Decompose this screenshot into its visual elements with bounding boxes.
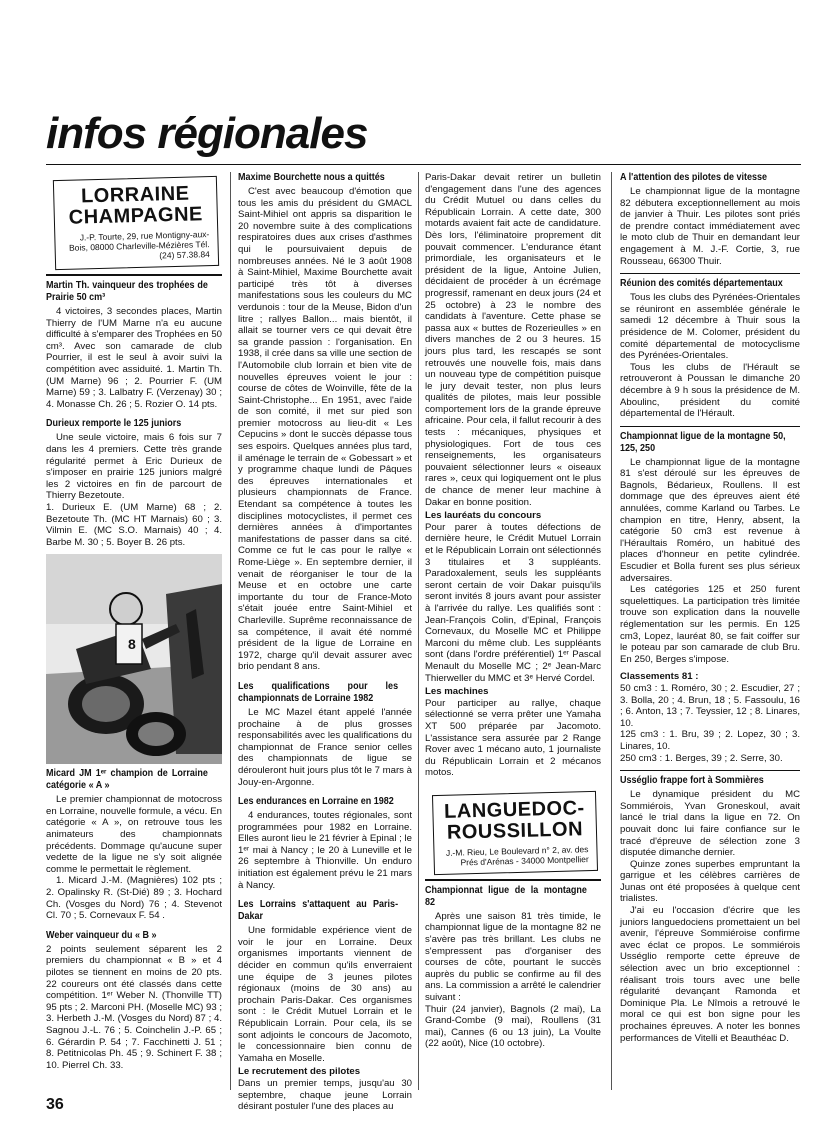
column-4: [620, 172, 800, 1044]
title-rule: [46, 164, 801, 165]
article-paragraph: Le dynamique président du MC Sommiérois, Yvan Groneskoul, avait lancé le trial dans la ligue en 72. On pouvait donc lui faire confiance sur le tracé d'épreuve de sélection zone 3 disputée dimanche dernier.: [620, 789, 800, 859]
article-paragraph: Le premier championnat de motocross en Lorraine, nouvelle formule, a vécu. En catégorie « A », on retrouve tous les animateurs des championnats précédents. Dommage qu'aucune super vedette de la ligue ne s'y soit alignée comme le permettait le règlement.: [46, 794, 222, 875]
article-paragraph: Paris-Dakar devait retirer un bulletin d'engagement dans l'une des agences du Crédit Mutuel ou dans celles du Républicain Lorrain. A cette date, 300 motards avaient fait acte de candidature. Dès lors, l'éliminatoire proprement dit pouvait commencer. L'endurance étant primordiale, les organisateurs et le président de la ligue, Antoine Julien, décidaient de procéder à un écrémage progressif, ramenant en deux jours (24 et 25 octobre) à 23 le nombre des candidats à l'aventure. Cette phase se passa aux « buttes de Rozerieulles » en divers manches de 2 ou 3 heures. 15 jours plus tard, les rescapés se sont retrouvés une nouvelle fois, mais dans un nouveau type de compétition puisque le jury devait tester, non plus leurs qualités de pilotes, mais leur possible comportement lors de la grande épreuve africaine. Pour cela, il fallut recourir à des tests : mécaniques, physiques et physiologiques. Fort de tous ces renseignements, les organisateurs pouvaient sélectionner leurs « oiseaux rares », ceux qui logiquement ont le plus de chance de mener leur machine à Dakar en bonne position.: [425, 172, 601, 508]
section-rule: [620, 273, 800, 274]
article-subheading: Les machines: [425, 686, 489, 698]
article-heading: Weber vainqueur du « B »: [46, 929, 157, 941]
article-paragraph: Quinze zones superbes empruntant la garrigue et les célèbres carrières de Junas ont été proposées à quelque cent trialistes.: [620, 858, 800, 905]
article-heading: Réunion des comités départementaux: [620, 278, 783, 290]
article-paragraph: Pour parer à toutes défections de dernière heure, le Crédit Mutuel Lorrain et le Républicain Lorrain ont sélectionnés 3 titulaires et 3 suppléants. Paradoxalement, seuls les suppléants seront certain de voir Dakar puisqu'ils seront invités 8 jours avant pour assister à l'arrivée du rallye. Les qualifiés sont : Jean-François Colin, d'Epinal, François Cornevaux, du Moselle MC et Philippe Marconi du même club. Les suppléants sont (dans l'ordre préférentiel) 1ᵉʳ Pascal Menault du Moselle MC ; 2ᵉ Jean-Marc Thierweller du MMC et 3ᵉ Hervé Cordel.: [425, 521, 601, 684]
article-paragraph: Pour participer au rallye, chaque sélectionné se verra prêter une Yamaha XT 500 préparée par Jacomoto. L'assistance sera assurée par 2 Range Rover avec 1 mécano auto, 1 journaliste du Républicain Lorrain et 2 mécanos motos.: [425, 697, 601, 779]
article-subheading: Le recrutement des pilotes: [238, 1066, 361, 1078]
article-paragraph: Après une saison 81 très timide, le championnat ligue de la montagne 82 ne s'avère pas très brillant. Les clubs ne s'empressent pas d'organiser des courses de côte, pourtant le succès auprès du public se confirme au fil des ans. La commission a arrêté le calendrier suivant :: [425, 910, 601, 1004]
region-box-lorraine: [53, 176, 219, 270]
region-address: J.-M. Rieu, Le Boulevard n° 2, av. des Prés d'Arénas - 34000 Montpellier: [445, 843, 589, 868]
section-rule: [46, 274, 222, 276]
region-title-line-2: CHAMPAGNE: [68, 203, 204, 229]
column-3: [425, 172, 601, 1050]
article-paragraph: Thuir (24 janvier), Bagnols (2 mai), La Grand-Combe (9 mai), Roullens (31 mai), Cannes (6 ou 13 juin), La Voulte (22 août), Nice (10 octobre).: [425, 1003, 601, 1050]
article-heading: Les qualifications pour les championnats de Lorraine 1982: [238, 680, 399, 704]
section-rule: [620, 426, 800, 427]
article-heading: Martin Th. vainqueur des trophées de Prairie 50 cm³: [46, 280, 208, 303]
article-paragraph: Tous les clubs de l'Hérault se retrouveront à Poussan le dimanche 20 décembre à 9 h sous la présidence de M. Aboulinc, président du comité départemental de l'Hérault.: [620, 361, 800, 420]
article-paragraph: 4 victoires, 3 secondes places, Martin Thierry de l'UM Marne n'a eu aucune difficulté à s'emparer des Trophées en 50 cm³. Avec son camarade de club Pourrier, il est le seul à avoir suivi la compétition avec assiduité. 1. Martin Th. (UM Marne) 96 ; 2. Pourrier F. (UM Marne) 59 ; 3. Lalbatry F. (Verzenay) 30 ; 4. Monasse Ch. 26 ; 5. Rozier O. 14 pts.: [46, 306, 222, 410]
article-heading: A l'attention des pilotes de vitesse: [620, 172, 768, 183]
column-divider: [418, 172, 419, 1090]
article-paragraph: Le championnat ligue de la montagne 81 s'est déroulé sur les épreuves de Bagnols, Bédarieux, Roullens. Il est dommage que des épreuves aient été annulées, comme Karland ou Tarbes. Le champion en titre, Henry, absent, la catégorie 50 cm3 est revenue à l'Héraultais Roméro, un habitué des places d'honneur en petite cylindrée. Escudier et Bolla furent ses plus sérieux adversaires.: [620, 456, 800, 584]
region-title-line-2: ROUSSILLON: [446, 818, 584, 844]
article-heading: Les endurances en Lorraine en 1982: [238, 796, 394, 808]
region-box-languedoc: [432, 791, 598, 875]
column-1: [46, 172, 222, 1071]
section-rule: [620, 770, 800, 771]
motocross-photo: [46, 554, 222, 764]
article-paragraph: Une seule victoire, mais 6 fois sur 7 dans les 4 premiers. Cette très grande régularité permet à Eric Durieux de s'imposer en prairie 125 juniors malgré les 2 victoires en fin de parcourt de Thierry Bezetoute.: [46, 432, 222, 502]
article-heading: Usséglio frappe fort à Sommières: [620, 775, 764, 787]
article-paragraph: Le championnat ligue de la montagne 82 débutera exceptionnellement au mois de janvier à Thuir. Les pilotes sont priés de prendre contact immédiatement avec le moto club de Thuir en demandant leur engagement à M. J.-F. Cortie, 3, rue Rousseau, 66300 Thuir.: [620, 186, 800, 267]
article-heading: Durieux remporte le 125 juniors: [46, 418, 182, 430]
section-rule: [425, 879, 601, 881]
results-heading: Classements 81 :: [620, 671, 699, 683]
column-2: [238, 172, 412, 1113]
article-paragraph: Tous les clubs des Pyrénées-Orientales se réuniront en assemblée générale le samedi 12 décembre à Thuir sous la présidence de M. Colomer, président du comité départemental de motocyclisme des Pyrénées-Orientales.: [620, 292, 800, 362]
article-heading: Les Lorrains s'attaquent au Paris-Dakar: [238, 899, 399, 923]
article-paragraph: J'ai eu l'occasion d'écrire que les juniors languedociens promettaient un bel avenir, l'épreuve Sommiéroise confirme avec éclat ce propos. Le sommiérois Usséglio remporte cette épreuve de sélection avec un brio exceptionnel : réalisant trois tours avec une belle régularité devançant Ramonda et Dominique Pla. Le Nîmois a retrouvé le moral ce qui est bon signe pour les prochaines épreuves. A noter les bonnes performances de Vitelli et Beauthéac D.: [620, 905, 800, 1044]
results-250cc: 250 cm3 : 1. Berges, 39 ; 2. Serre, 30.: [620, 752, 783, 764]
article-paragraph: 4 endurances, toutes régionales, sont programmées pour 1982 en Lorraine. Elles auront lieu le 21 février à Epinal ; le 1ᵉʳ mai à Nancy ; le 20 à Luneville et le 26 septembre à Thionville. Un enduro initiation est également prévu le 21 mars à Nancy.: [238, 810, 412, 891]
article-heading: Maxime Bourchette nous a quittés: [238, 172, 385, 183]
svg-text:8: 8: [128, 636, 136, 653]
column-divider: [230, 172, 231, 1090]
article-paragraph: Une formidable expérience vient de voir le jour en Lorraine. Deux organismes importants viennent de décider en commun qu'ils enverraient une équipe de 3 jeunes pilotes régionaux (moins de 30 ans) au prochain Paris-Dakar. Ces organismes sont : le Crédit Mutuel Lorrain et le Républicain Lorrain. Pour cela, ils se sont adjoints le concours de Jacomoto, le concessionnaire bien connu de Yamaha en Moselle.: [238, 925, 412, 1064]
region-address: J.-P. Tourte, 29, rue Montigny-aux-Bois, 08000 Charleville-Mézières Tél. (24) 57.38.84: [68, 229, 210, 261]
article-heading: Championnat ligue de la montagne 82: [425, 884, 587, 908]
article-results: 1. Durieux E. (UM Marne) 68 ; 2. Bezetoute Th. (MC HT Marnais) 60 ; 3. Vilmin E. (MC S.O. Marnais) 40 ; 4. Barbe M. 30 ; 5. Boyer B. 26 pts.: [46, 501, 222, 548]
article-heading: Micard JM 1ᵉʳ champion de Lorraine catégorie « A »: [46, 768, 208, 792]
article-paragraph: Dans un premier temps, jusqu'au 30 septembre, chaque jeune Lorrain désirant postuler l'une des places au: [238, 1077, 412, 1113]
article-paragraph: Le MC Mazel étant appelé l'année prochaine à de plus grosses responsabilités avec les qualifications du championnat de France senior celles des championnats de ligue se dérouleront huit jours plus tôt le 7 mars à Jouy-en-Argonne.: [238, 706, 412, 788]
region-title-line-1: LANGUEDOC-: [443, 797, 585, 823]
article-subheading: Les lauréats du concours: [425, 510, 542, 522]
article-paragraph: C'est avec beaucoup d'émotion que tous les amis du président du GMACL Saint-Mihiel ont appris sa disparition le 20 novembre suite à des complications respiratoires dues aux crises d'asthmes qui le poursuivaient depuis de nombreuses années. Né le 3 août 1908 à Saint-Mihiel, Maxime Bourchette avait participé très tôt à diverses manifestations sous les couleurs du MC verdunois : tour de la Meuse, Bidon d'un litre ; rallyes Ballon... mais bientôt, il allait se tourner vers ce qui devait être sa grande passion : l'organisation. En 1938, il crée dans sa ville une section de l'Automobile club lorrain et bien vite de nouvelles épreuves voient le jour : course de côtes de Woinville, fête de la Saint-Christophe... En 1951, avec l'aide de son comité, il met sur pied son premier motocross au lieu-dit « Les Cepucins » dont le succès dépasse tous ses espoirs. Quelques années plus tard, il aménage le terrain de « Gobessart » et y programme chaque lundi de Pâques des épreuves internationales et plusieurs championnats de France. Etendant sa compétence à toutes les disciplines motocyclistes, il permet ces dernières années à d'importantes manifestations de passer dans sa cité. Comme ce fut le cas pour le rallye « Rome-Liège ». En septembre dernier, il venait de réorganiser le tour de la Meuse et en octobre une carte importante du tour de France-Moto s'était jouée entre Saint-Mihiel et Charleville. Suprême reconnaissance de sa compétence, il avait été nommé président de la ligue de Lorraine en 1972, charge qu'il devait assurer avec brio pendant 8 ans.: [238, 186, 412, 673]
article-results: 1. Micard J.-M. (Magnières) 102 pts ; 2. Opalinsky R. (St-Dié) 89 ; 3. Hochard Ch. (Vosges du Nord) 76 ; 4. Stevenot Cl. 70 ; 5. Cornevaux F. 54 .: [46, 875, 222, 922]
article-heading: Championnat ligue de la montagne 50, 125, 250: [620, 430, 786, 454]
page-title: infos régionales: [46, 109, 368, 158]
column-divider: [611, 172, 612, 1090]
region-title-line-1: LORRAINE: [80, 182, 190, 208]
article-paragraph: 2 points seulement séparent les 2 premiers du championnat « B » et 4 pilotes se tiennent en moins de 20 pts. 22 coureurs ont été classés dans cette compétition. 1ᵉʳ Weber N. (Thonville TT) 95 pts ; 2. Marconi PH. (Moselle MC) 93 ; 3. Herbeth J.-M. (Vosges du Nord) 87 ; 4. Sagnou J.-L. 76 ; 5. Coinchelin J.-P. 65 ; 6. Gérardin P. 54 ; 7. Facchinetti J. 51 ; 8. Petitnicolas Ph. 45 ; 9. Schinert F. 38 ; 10. Pierrel Ch. 33.: [46, 943, 222, 1071]
article-paragraph: Les catégories 125 et 250 furent squelettiques. La participation très limitée trouve son explication dans la nouvelle réglementation sur les permis. En 125 cm3, Lopez, lauréat 80, se fait coiffer sur le poteau par son camarade de club Bru. En 250, Berges s'impose.: [620, 584, 800, 665]
results-125cc: 125 cm3 : 1. Bru, 39 ; 2. Lopez, 30 ; 3. Linares, 10.: [620, 729, 800, 752]
results-50cc: 50 cm3 : 1. Roméro, 30 ; 2. Escudier, 27 ; 3. Bolla, 20 ; 4. Brun, 18 ; 5. Fassoulu, 16 ; 6. Anton, 13 ; 7. Teyssier, 12 ; 8. Linares, 10.: [620, 682, 800, 729]
page-number: 36: [46, 1096, 64, 1113]
